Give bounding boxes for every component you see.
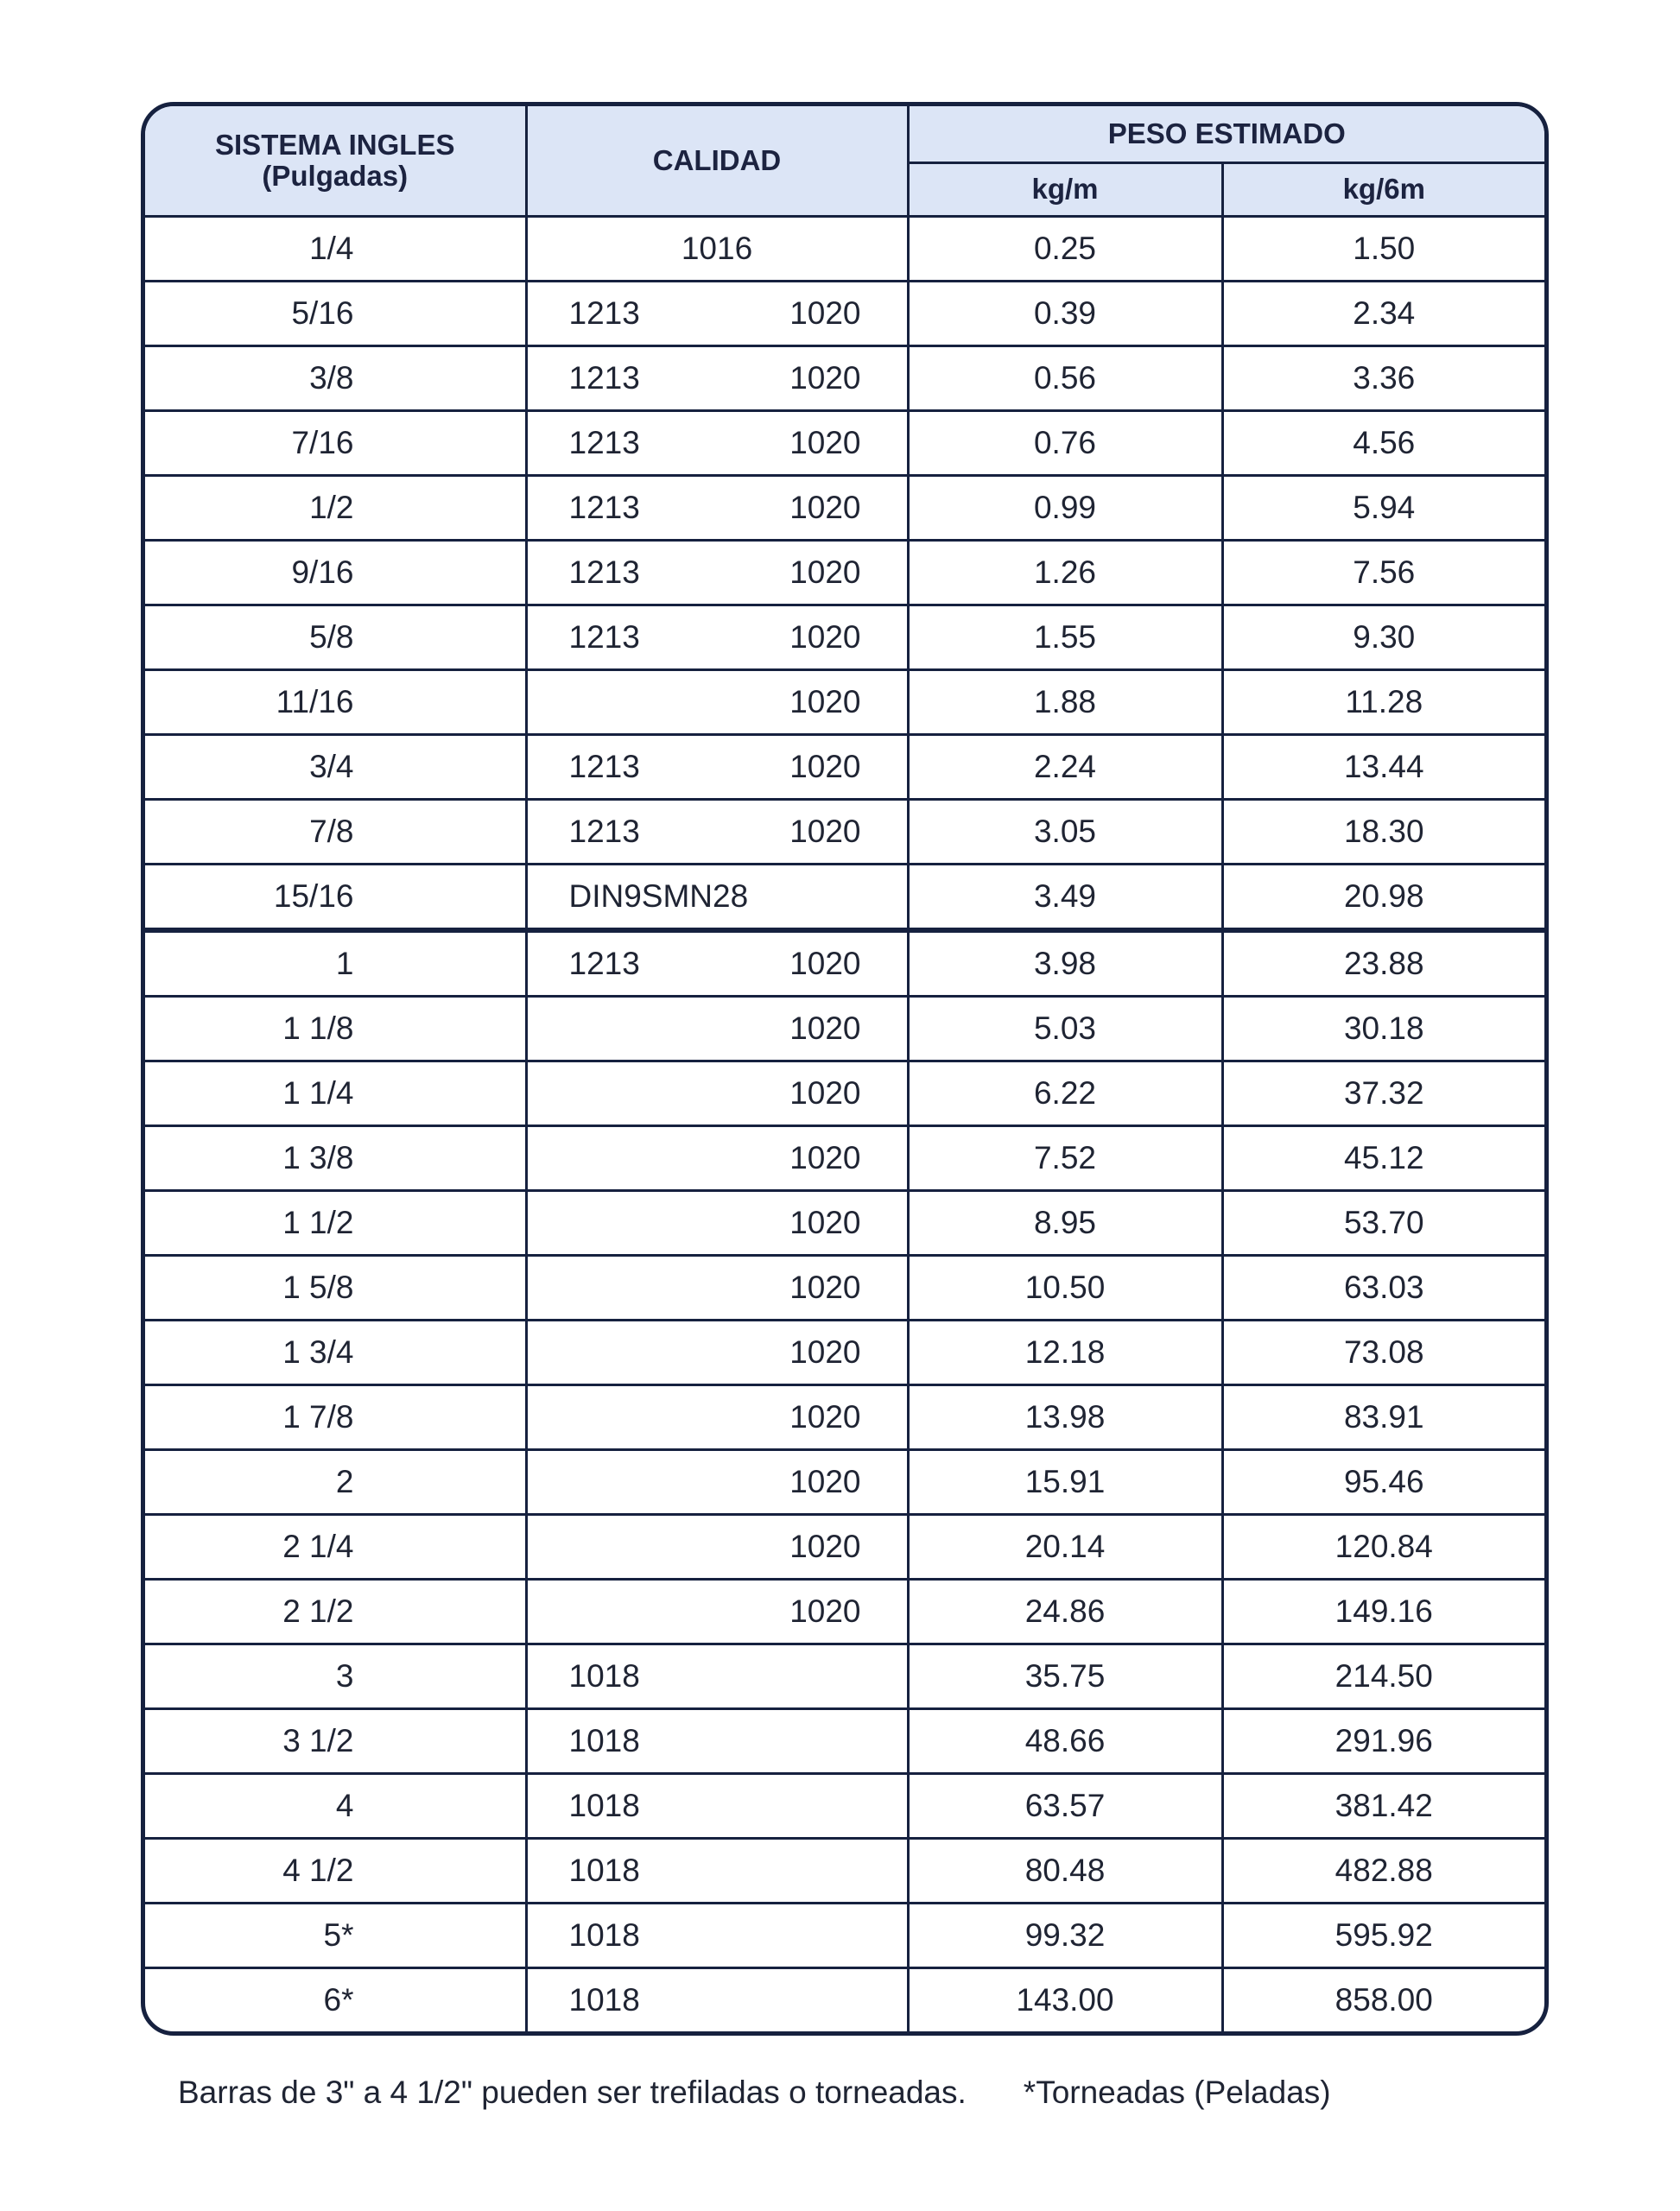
kg-per-m-cell: 3.05 (908, 800, 1222, 865)
calidad-secondary: 1020 (789, 1205, 861, 1240)
size-cell: 2 1/4 (145, 1515, 526, 1580)
calidad-cell (526, 800, 908, 865)
calidad-cell (526, 1580, 908, 1644)
table-row (145, 1644, 1544, 1709)
calidad-primary: 1213 (568, 814, 640, 849)
size-cell: 5* (145, 1904, 526, 1968)
calidad-secondary: 1020 (789, 946, 861, 981)
calidad-secondary: 1020 (789, 749, 861, 784)
calidad-cell (526, 1709, 908, 1774)
size-cell: 7/16 (145, 411, 526, 476)
calidad-secondary: 1020 (789, 1593, 861, 1629)
calidad-centered: 1016 (681, 231, 753, 266)
header-sistema-title: SISTEMA INGLES (215, 128, 455, 161)
size-cell: 1 1/4 (145, 1061, 526, 1126)
table-row (145, 930, 1544, 997)
calidad-cell (526, 1191, 908, 1256)
size-cell: 5/8 (145, 605, 526, 670)
size-cell: 11/16 (145, 670, 526, 735)
kg-per-6m-cell: 23.88 (1222, 930, 1544, 997)
size-cell: 7/8 (145, 800, 526, 865)
size-cell: 1 7/8 (145, 1385, 526, 1450)
size-cell: 6* (145, 1968, 526, 2032)
calidad-secondary: 1020 (789, 360, 861, 396)
calidad-secondary: 1020 (789, 1075, 861, 1111)
footnote-left: Barras de 3" a 4 1/2" pueden ser trefiladas o torneadas. (178, 2075, 967, 2110)
kg-per-6m-cell: 5.94 (1222, 476, 1544, 541)
calidad-primary: 1213 (568, 619, 640, 655)
table-row (145, 346, 1544, 411)
kg-per-m-cell: 99.32 (908, 1904, 1222, 1968)
kg-per-m-cell: 0.76 (908, 411, 1222, 476)
calidad-primary: 1213 (568, 554, 640, 590)
kg-per-6m-cell: 7.56 (1222, 541, 1544, 605)
size-cell: 3 (145, 1644, 526, 1709)
size-cell: 3/8 (145, 346, 526, 411)
kg-per-m-cell: 1.26 (908, 541, 1222, 605)
kg-per-6m-cell: 45.12 (1222, 1126, 1544, 1191)
size-cell: 15/16 (145, 865, 526, 931)
calidad-cell (526, 1385, 908, 1450)
calidad-primary: 1213 (568, 946, 640, 981)
table-row (145, 800, 1544, 865)
kg-per-6m-cell: 482.88 (1222, 1839, 1544, 1904)
calidad-cell (526, 476, 908, 541)
kg-per-m-cell: 10.50 (908, 1256, 1222, 1321)
kg-per-m-cell: 143.00 (908, 1968, 1222, 2032)
calidad-cell (526, 282, 908, 346)
table-row (145, 1774, 1544, 1839)
calidad-primary: 1018 (568, 1788, 640, 1823)
calidad-cell (526, 541, 908, 605)
kg-per-m-cell: 2.24 (908, 735, 1222, 800)
table-row (145, 411, 1544, 476)
size-cell: 2 1/2 (145, 1580, 526, 1644)
calidad-cell (526, 1256, 908, 1321)
calidad-cell (526, 735, 908, 800)
size-cell: 3 1/2 (145, 1709, 526, 1774)
size-cell: 1 1/2 (145, 1191, 526, 1256)
calidad-secondary: 1020 (789, 1399, 861, 1435)
kg-per-6m-cell: 13.44 (1222, 735, 1544, 800)
table-row (145, 1709, 1544, 1774)
kg-per-m-cell: 48.66 (908, 1709, 1222, 1774)
kg-per-6m-cell: 11.28 (1222, 670, 1544, 735)
calidad-secondary: 1020 (789, 1529, 861, 1564)
calidad-cell (526, 865, 908, 931)
kg-per-m-cell: 0.56 (908, 346, 1222, 411)
table-row (145, 997, 1544, 1061)
calidad-cell (526, 346, 908, 411)
calidad-primary: 1018 (568, 1658, 640, 1694)
calidad-primary: 1018 (568, 1917, 640, 1953)
kg-per-m-cell: 12.18 (908, 1321, 1222, 1385)
header-kg-per-m: kg/m (908, 163, 1222, 217)
kg-per-6m-cell: 120.84 (1222, 1515, 1544, 1580)
table-row (145, 1385, 1544, 1450)
size-cell: 9/16 (145, 541, 526, 605)
header-peso-estimado: PESO ESTIMADO (908, 106, 1544, 163)
kg-per-6m-cell: 858.00 (1222, 1968, 1544, 2032)
calidad-secondary: 1020 (789, 1464, 861, 1499)
kg-per-m-cell: 0.99 (908, 476, 1222, 541)
calidad-primary: 1213 (568, 749, 640, 784)
header-sistema-subtitle: (Pulgadas) (262, 160, 409, 192)
table-row (145, 1580, 1544, 1644)
size-cell: 2 (145, 1450, 526, 1515)
calidad-cell (526, 605, 908, 670)
size-cell: 4 1/2 (145, 1839, 526, 1904)
calidad-primary: 1213 (568, 490, 640, 525)
calidad-secondary: 1020 (789, 1270, 861, 1305)
table-row (145, 282, 1544, 346)
calidad-secondary: 1020 (789, 619, 861, 655)
table-row (145, 670, 1544, 735)
table-row (145, 735, 1544, 800)
calidad-cell (526, 1774, 908, 1839)
table-row (145, 1256, 1544, 1321)
calidad-cell (526, 1515, 908, 1580)
kg-per-6m-cell: 37.32 (1222, 1061, 1544, 1126)
calidad-cell (526, 1644, 908, 1709)
kg-per-m-cell: 0.39 (908, 282, 1222, 346)
size-cell: 1 1/8 (145, 997, 526, 1061)
calidad-cell (526, 1450, 908, 1515)
calidad-primary: 1018 (568, 1982, 640, 2018)
size-cell: 4 (145, 1774, 526, 1839)
size-cell: 1 5/8 (145, 1256, 526, 1321)
kg-per-m-cell: 80.48 (908, 1839, 1222, 1904)
kg-per-m-cell: 13.98 (908, 1385, 1222, 1450)
calidad-secondary: 1020 (789, 490, 861, 525)
kg-per-6m-cell: 83.91 (1222, 1385, 1544, 1450)
kg-per-6m-cell: 214.50 (1222, 1644, 1544, 1709)
kg-per-6m-cell: 1.50 (1222, 217, 1544, 282)
calidad-primary: DIN9SMN28 (568, 878, 749, 914)
calidad-cell (526, 670, 908, 735)
kg-per-m-cell: 63.57 (908, 1774, 1222, 1839)
calidad-cell (526, 1061, 908, 1126)
calidad-secondary: 1020 (789, 814, 861, 849)
calidad-cell (526, 1839, 908, 1904)
weights-table-frame (141, 102, 1549, 2036)
table-row (145, 1191, 1544, 1256)
calidad-primary: 1213 (568, 360, 640, 396)
header-sistema-ingles (145, 106, 526, 217)
calidad-cell (526, 997, 908, 1061)
size-cell: 1 (145, 930, 526, 997)
kg-per-6m-cell: 20.98 (1222, 865, 1544, 931)
table-row (145, 865, 1544, 931)
calidad-primary: 1213 (568, 295, 640, 331)
kg-per-m-cell: 3.49 (908, 865, 1222, 931)
calidad-secondary: 1020 (789, 1334, 861, 1370)
kg-per-6m-cell: 9.30 (1222, 605, 1544, 670)
kg-per-6m-cell: 63.03 (1222, 1256, 1544, 1321)
kg-per-m-cell: 24.86 (908, 1580, 1222, 1644)
calidad-cell (526, 1321, 908, 1385)
kg-per-6m-cell: 2.34 (1222, 282, 1544, 346)
header-kg-per-6m: kg/6m (1222, 163, 1544, 217)
calidad-cell (526, 930, 908, 997)
calidad-secondary: 1020 (789, 554, 861, 590)
kg-per-6m-cell: 4.56 (1222, 411, 1544, 476)
kg-per-m-cell: 35.75 (908, 1644, 1222, 1709)
header-calidad: CALIDAD (526, 106, 908, 217)
calidad-cell (526, 1126, 908, 1191)
table-row (145, 1515, 1544, 1580)
kg-per-m-cell: 1.55 (908, 605, 1222, 670)
footnote-right: *Torneadas (Peladas) (1023, 2075, 1331, 2110)
table-row (145, 605, 1544, 670)
kg-per-m-cell: 15.91 (908, 1450, 1222, 1515)
table-row (145, 1968, 1544, 2032)
table-row (145, 1904, 1544, 1968)
calidad-secondary: 1020 (789, 684, 861, 719)
kg-per-6m-cell: 18.30 (1222, 800, 1544, 865)
calidad-primary: 1018 (568, 1723, 640, 1758)
calidad-secondary: 1020 (789, 1140, 861, 1175)
kg-per-m-cell: 3.98 (908, 930, 1222, 997)
calidad-cell (526, 411, 908, 476)
kg-per-m-cell: 6.22 (908, 1061, 1222, 1126)
footnote (178, 2075, 1331, 2111)
size-cell: 5/16 (145, 282, 526, 346)
calidad-secondary: 1020 (789, 295, 861, 331)
kg-per-m-cell: 8.95 (908, 1191, 1222, 1256)
table-row (145, 541, 1544, 605)
calidad-cell (526, 1968, 908, 2032)
kg-per-m-cell: 1.88 (908, 670, 1222, 735)
size-cell: 1/2 (145, 476, 526, 541)
table-row (145, 1839, 1544, 1904)
kg-per-6m-cell: 149.16 (1222, 1580, 1544, 1644)
table-row (145, 476, 1544, 541)
table-row (145, 1126, 1544, 1191)
calidad-primary: 1213 (568, 425, 640, 460)
kg-per-6m-cell: 73.08 (1222, 1321, 1544, 1385)
calidad-cell (526, 1904, 908, 1968)
size-cell: 1 3/8 (145, 1126, 526, 1191)
calidad-secondary: 1020 (789, 425, 861, 460)
kg-per-m-cell: 7.52 (908, 1126, 1222, 1191)
kg-per-6m-cell: 381.42 (1222, 1774, 1544, 1839)
size-cell: 1 3/4 (145, 1321, 526, 1385)
calidad-primary: 1018 (568, 1853, 640, 1888)
kg-per-6m-cell: 30.18 (1222, 997, 1544, 1061)
kg-per-6m-cell: 595.92 (1222, 1904, 1544, 1968)
kg-per-m-cell: 20.14 (908, 1515, 1222, 1580)
size-cell: 1/4 (145, 217, 526, 282)
table-row (145, 1450, 1544, 1515)
kg-per-m-cell: 5.03 (908, 997, 1222, 1061)
size-cell: 3/4 (145, 735, 526, 800)
weights-table (145, 106, 1544, 2031)
kg-per-6m-cell: 3.36 (1222, 346, 1544, 411)
table-row (145, 1061, 1544, 1126)
table-row (145, 1321, 1544, 1385)
table-row (145, 217, 1544, 282)
kg-per-6m-cell: 53.70 (1222, 1191, 1544, 1256)
calidad-secondary: 1020 (789, 1010, 861, 1046)
kg-per-6m-cell: 291.96 (1222, 1709, 1544, 1774)
kg-per-m-cell: 0.25 (908, 217, 1222, 282)
calidad-cell (526, 217, 908, 282)
kg-per-6m-cell: 95.46 (1222, 1450, 1544, 1515)
